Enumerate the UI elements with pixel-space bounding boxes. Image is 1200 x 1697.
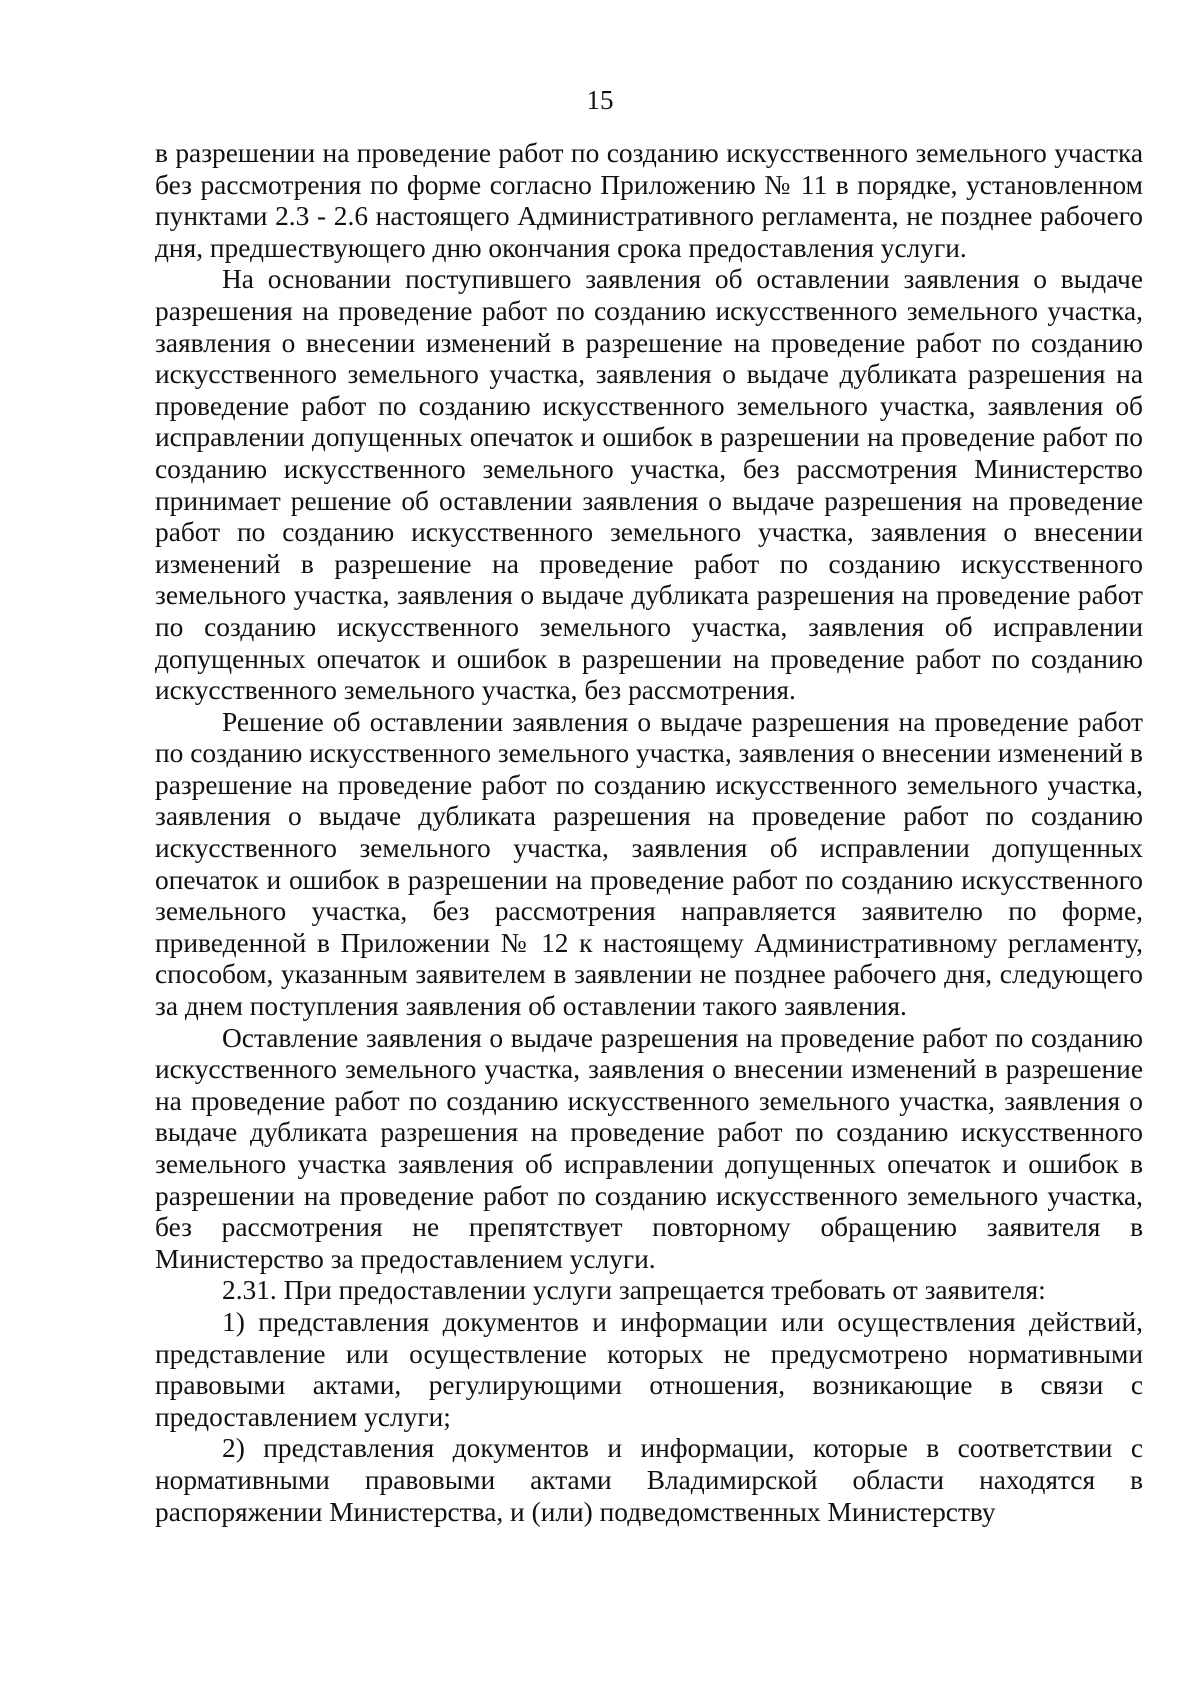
clause-2-31-heading: 2.31. При предоставлении услуги запрещается требовать от заявителя: — [222, 1275, 1046, 1306]
list-item-1: 1) представления документов и информации или осуществления действий, представление или осуществление которых не предусмотрено нормативными правовыми актами, регулирующими отношения, возникающие в связи с предоставлением услуги; — [155, 1306, 1143, 1432]
list-item-2: 2) представления документов и информации, которые в соответствии с нормативными правовыми актами Владимирской области находятся в распоряжении Министерства, и (или) подведомственных Министерству — [155, 1433, 1143, 1527]
paragraph-basis-for-decision: На основании поступившего заявления об оставлении заявления о выдаче разрешения на проведение работ по созданию искусственного земельного участка, заявления о внесении изменений в разрешение на проведение работ по созданию искусственного земельного участка, заявления о выдаче дубликата разрешения на проведение работ по созданию искусственного земельного участка, заявления об исправлении допущенных опечаток и ошибок в разрешении на проведение работ по созданию искусственного земельного участка, без рассмотрения Министерство принимает решение об оставлении заявления о выдаче разрешения на проведение работ по созданию искусственного земельного участка, заявления о внесении изменений в разрешение на проведение работ по созданию искусственного земельного участка, заявления о выдаче дубликата разрешения на проведение работ по созданию искусственного земельного участка, заявления об исправлении допущенных опечаток и ошибок в разрешении на проведение работ по созданию искусственного земельного участка, без рассмотрения. — [155, 264, 1143, 706]
paragraph-continuation: в разрешении на проведение работ по созданию искусственного земельного участка без рассмотрения по форме согласно Приложению № 11 в порядке, установленном пунктами 2.3 - 2.6 настоящего Административного регламента, не позднее рабочего дня, предшествующего дню окончания срока предоставления услуги. — [155, 138, 1143, 263]
paragraph-decision-delivery: Решение об оставлении заявления о выдаче разрешения на проведение работ по созданию искусственного земельного участка, заявления о внесении изменений в разрешение на проведение работ по созданию искусственного земельного участка, заявления о выдаче дубликата разрешения на проведение работ по созданию искусственного земельного участка, заявления об исправлении допущенных опечаток и ошибок в разрешении на проведение работ по созданию искусственного земельного участка, без рассмотрения направляется заявителю по форме, приведенной в Приложении № 12 к настоящему Административному регламенту, способом, указанным заявителем в заявлении не позднее рабочего дня, следующего за днем поступления заявления об оставлении такого заявления. — [155, 706, 1143, 1022]
page-body — [155, 138, 1143, 1528]
page-number: 15 — [586, 85, 614, 115]
paragraph-repeat-application: Оставление заявления о выдаче разрешения на проведение работ по созданию искусственного земельного участка, заявления о внесении изменений в разрешение на проведение работ по созданию искусственного земельного участка, заявления о выдаче дубликата разрешения на проведение работ по созданию искусственного земельного участка заявления об исправлении допущенных опечаток и ошибок в разрешении на проведение работ по созданию искусственного земельного участка, без рассмотрения не препятствует повторному обращению заявителя в Министерство за предоставлением услуги. — [155, 1022, 1143, 1274]
